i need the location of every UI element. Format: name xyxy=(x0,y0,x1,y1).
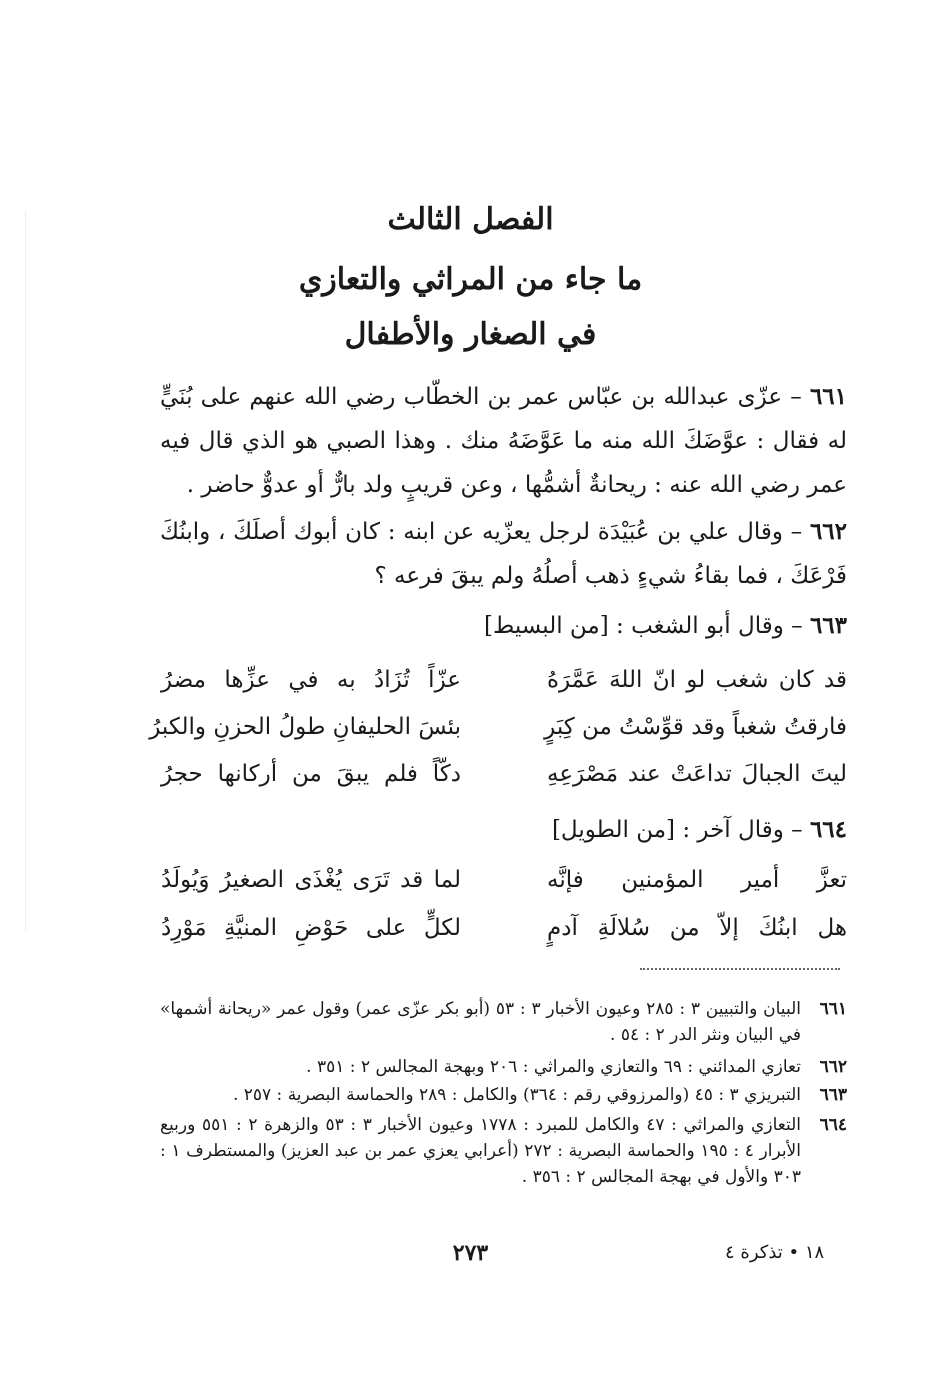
entry-text: – عزّى عبدالله بن عبّاس عمر بن الخطّاب رضي الله عنهم على بُنَيٍّ له فقال : عوَّضَكَ الله منه ما عَوَّضَهُ منك . وهذا الصبي هو الذي قال فيه عمر رضي الله عنه : ريحانةٌ أشمُّها ، وعن قريبٍ ولد بارٌّ أو عدوٌّ حاضر . xyxy=(160,384,847,498)
page-number: ٢٧٣ xyxy=(452,1240,489,1266)
verse-663-3-ajuz: دكّاً فلم يبقَ من أركانها حجرُ xyxy=(161,761,461,787)
verse-664-1-sadr: تعزَّ أمير المؤمنين فإنَّه xyxy=(547,867,847,893)
entry-number: ٦٦١ xyxy=(809,383,847,410)
footnote-number: ٦٦١ xyxy=(819,999,847,1019)
footnote-662 xyxy=(160,1054,847,1080)
entry-664 xyxy=(552,808,847,852)
footnote-number: ٦٦٣ xyxy=(819,1085,847,1105)
footnote-664 xyxy=(160,1112,847,1190)
verse-663-2-ajuz: بئسَ الحليفانِ طولُ الحزنِ والكبرُ xyxy=(149,714,461,740)
verse-664-2-sadr: هل ابنُكَ إلاّ من سُلالَةِ آدمٍ xyxy=(547,915,847,941)
verse-664-2-ajuz: لكلٍّ على حَوْضِ المنيَّةِ مَوْرِدُ xyxy=(161,915,461,941)
entry-number: ٦٦٣ xyxy=(809,612,847,639)
verse-663-1-sadr: قد كان شغب لو انّ اللهَ عَمَّرَهُ xyxy=(547,667,847,693)
footnote-text: التبريزي ٣ : ٤٥ (والمرزوقي رقم : ٣٦٤) والكامل : ٢٨٩ والحماسة البصرية : ٢٥٧ . xyxy=(232,1085,801,1105)
footnote-number: ٦٦٤ xyxy=(819,1115,847,1135)
footnote-663 xyxy=(160,1082,847,1108)
chapter-subtitle-1: ما جاء من المراثي والتعازي xyxy=(298,262,643,297)
chapter-title: الفصل الثالث xyxy=(387,202,554,237)
entry-661 xyxy=(160,375,847,507)
footnote-text: تعازي المدائني : ٦٩ والتعازي والمراثي : ٢٠٦ وبهجة المجالس ٢ : ٣٥١ . xyxy=(306,1057,801,1077)
footnote-text: البيان والتبيين ٣ : ٢٨٥ وعيون الأخبار ٣ : ٥٣ (أبو بكر عزّى عمر) وقول عمر «ريحانة أشمها» في البيان ونثر الدر ٢ : ٥٤ . xyxy=(160,999,801,1045)
footnote-661 xyxy=(160,996,847,1048)
entry-text: – وقال آخر : [من الطويل] xyxy=(551,817,803,843)
verse-663-1-ajuz: عزّاً تُزَادُ به في عزِّها مضرُ xyxy=(161,667,461,693)
signature-mark: ١٨ • تذكرة ٤ xyxy=(725,1242,825,1263)
verse-663-2-sadr: فارقتُ شغباً وقد قوِّسْتُ من كِبَرٍ xyxy=(544,714,847,740)
entry-662 xyxy=(160,510,847,598)
entry-text: – وقال علي بن عُبَيْدَة لرجل يعزّيه عن ابنه : كان أبوك أصلَكَ ، وابنُكَ فَرْعَكَ ، فما بقاءُ شيءٍ ذهب أصلُهُ ولم يبقَ فرعه ؟ xyxy=(160,519,847,589)
entry-number: ٦٦٢ xyxy=(809,518,847,545)
entry-number: ٦٦٤ xyxy=(809,816,847,843)
entry-text: – وقال أبو الشغب : [من البسيط] xyxy=(484,613,803,639)
footnote-text: التعازي والمراثي : ٤٧ والكامل للمبرد : ١٧٧٨ وعيون الأخبار ٣ : ٥٣ والزهرة ٢ : ٥٥١ وربيع الأبرار ٤ : ١٩٥ والحماسة البصرية : ٢٧٢ (أعرابي يعزي عمر بن عبد العزيز) والمستطرف ١ : ٣٠٣ والأول في بهجة المجالس ٢ : ٣٥٦ . xyxy=(160,1115,801,1187)
chapter-subtitle-2: في الصغار والأطفال xyxy=(344,317,597,352)
entry-663 xyxy=(160,604,847,648)
footnote-separator xyxy=(640,968,840,970)
footnote-number: ٦٦٢ xyxy=(819,1057,847,1077)
verse-663-3-sadr: ليتَ الجبالَ تداعَتْ عند مَصْرَعِهِ xyxy=(547,761,847,787)
verse-664-1-ajuz: لما قد تَرَى يُغْذَى الصغيرُ وَيُولَدُ xyxy=(161,867,461,893)
